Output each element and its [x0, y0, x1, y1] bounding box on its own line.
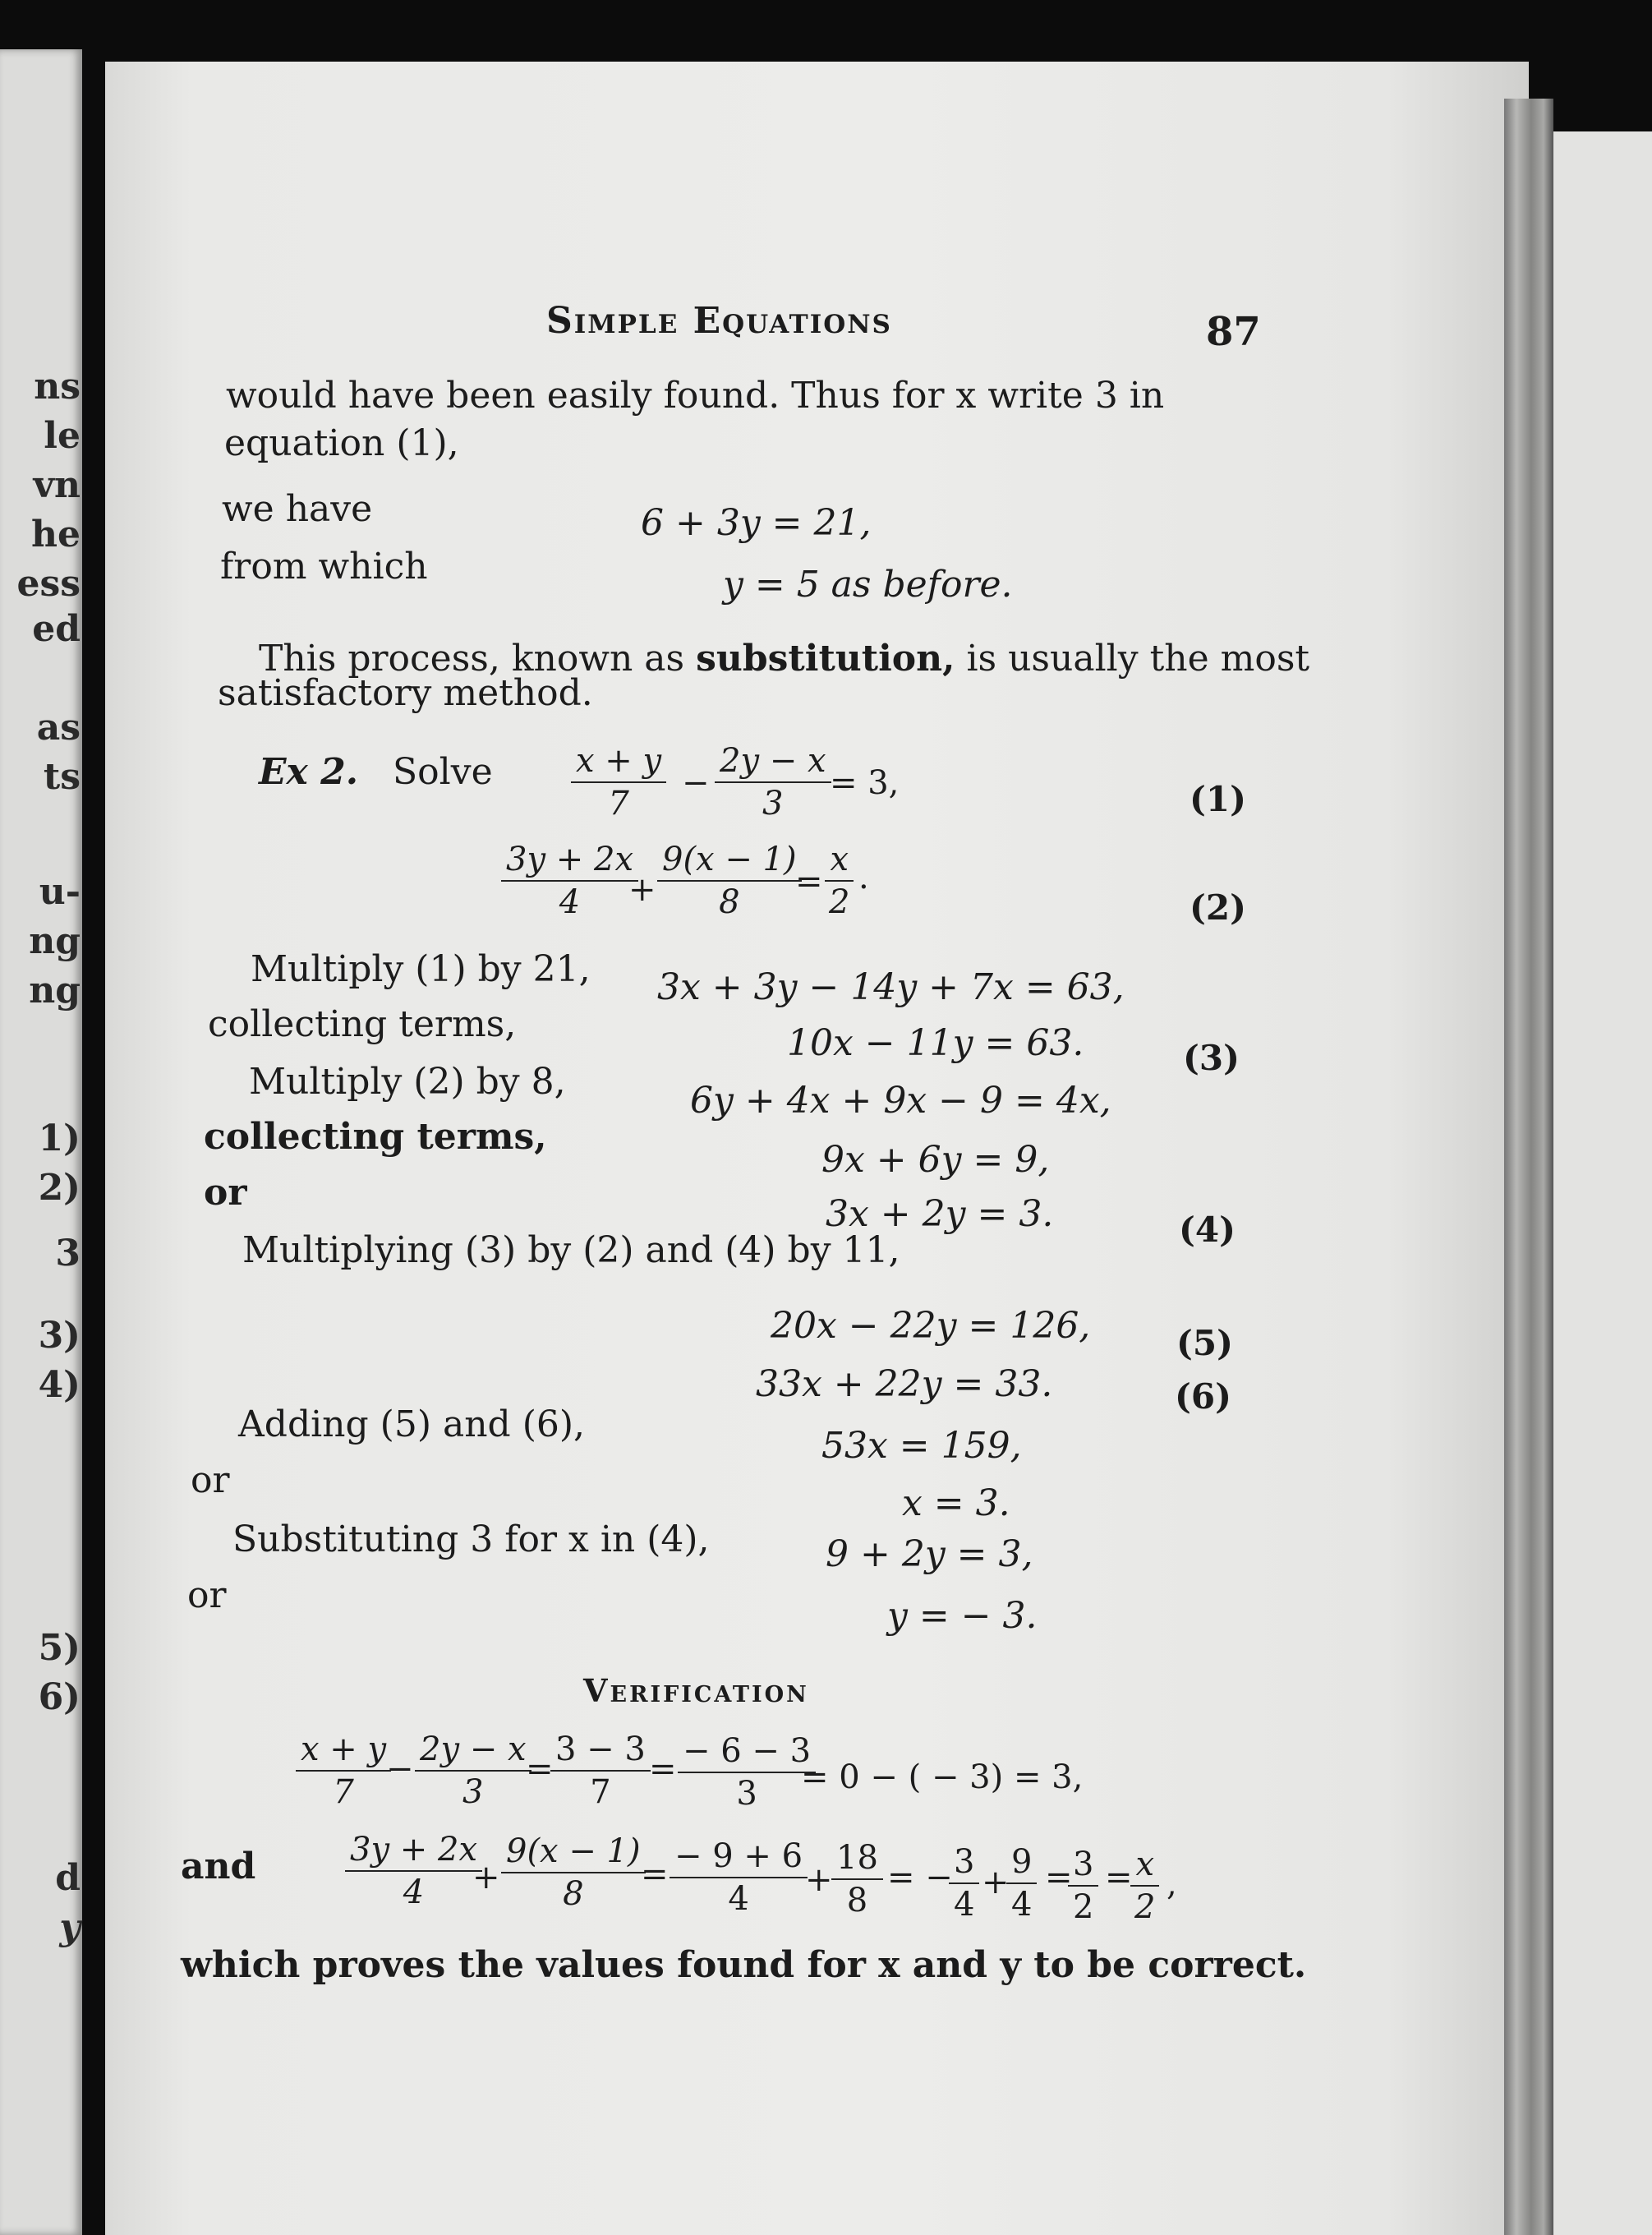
equation-tag: (1): [1190, 779, 1246, 819]
fraction: $\frac{- 9 + 6}{4}$: [670, 1839, 808, 1916]
fraction: $\frac{x}{2}$: [1130, 1847, 1160, 1924]
step-label: collecting terms,: [208, 1003, 517, 1045]
left-fragment: ts: [43, 756, 81, 798]
step-equation: 6y + 4x + 9x − 9 = 4x,: [690, 1080, 1111, 1122]
left-fragment: he: [31, 514, 81, 555]
left-fragment: ng: [29, 920, 81, 962]
operator: −: [682, 764, 710, 802]
left-fragment: le: [44, 415, 81, 457]
left-fragment: d: [55, 1857, 81, 1899]
equation-tag: (4): [1179, 1210, 1236, 1250]
step-label: Multiplying (3) by (2) and (4) by 11,: [242, 1229, 900, 1271]
operator: = −: [887, 1859, 953, 1896]
step-equation: 33x + 22y = 33.: [756, 1363, 1053, 1405]
step-label: Multiply (1) by 21,: [251, 948, 591, 990]
left-fragment: ess: [16, 563, 81, 605]
fraction: $\frac{3y + 2x}{4}$: [501, 842, 638, 919]
and-label: and: [181, 1846, 256, 1887]
fraction: $\frac{2y - x}{3}$: [715, 744, 831, 821]
step-equation: 3x + 2y = 3.: [826, 1193, 1054, 1235]
left-facing-page: [0, 49, 82, 2235]
operator: .: [858, 859, 869, 896]
fraction: $\frac{18}{8}$: [831, 1841, 883, 1918]
operator: +: [982, 1864, 1010, 1901]
intro-line-1: would have been easily found. Thus for x write 3 in: [226, 375, 1165, 417]
left-fragment: 4): [38, 1364, 81, 1406]
paragraph-line-1: This process, known as substitution, is usually the most: [259, 638, 1310, 680]
left-fragment: 1): [38, 1118, 81, 1159]
equation: y = 5 as before.: [723, 564, 1013, 606]
left-fragment: 2): [38, 1167, 81, 1209]
we-have-label: we have: [222, 488, 373, 530]
left-fragment: vn: [33, 464, 81, 506]
fraction: $\frac{3y + 2x}{4}$: [345, 1832, 482, 1910]
step-label: or: [191, 1459, 230, 1501]
operator: = 0 − ( − 3) = 3,: [801, 1758, 1084, 1796]
fraction: $\frac{9}{4}$: [1006, 1845, 1037, 1922]
fraction: $\frac{x}{2}$: [824, 842, 854, 919]
step-equation: 20x − 22y = 126,: [771, 1305, 1091, 1347]
equation-tag: (5): [1176, 1323, 1233, 1363]
operator: +: [805, 1861, 833, 1899]
operator: =: [641, 1855, 669, 1893]
fraction: $\frac{3 - 3}{7}$: [550, 1732, 651, 1809]
solve-label: Solve: [393, 751, 493, 793]
fraction: $\frac{3}{2}$: [1068, 1847, 1098, 1924]
step-label: Substituting 3 for x in (4),: [232, 1518, 710, 1560]
running-header: Simple Equations: [546, 300, 892, 342]
operator: =: [1045, 1859, 1073, 1896]
left-fragment: u-: [39, 871, 81, 913]
right-background: [1553, 131, 1652, 2235]
step-label: Multiply (2) by 8,: [249, 1061, 566, 1103]
operator: =: [649, 1750, 677, 1788]
fraction: $\frac{9(x - 1)}{8}$: [501, 1834, 646, 1911]
fraction: $\frac{x + y}{7}$: [296, 1732, 391, 1809]
step-label: or: [204, 1172, 247, 1214]
verification-heading: Verification: [583, 1672, 809, 1709]
left-fragment: y: [59, 1906, 81, 1948]
intro-line-2: equation (1),: [224, 422, 459, 464]
left-fragment: as: [36, 707, 81, 749]
equation-tag: (6): [1175, 1376, 1231, 1417]
step-equation: 9 + 2y = 3,: [826, 1533, 1033, 1575]
step-equation: x = 3.: [902, 1482, 1010, 1524]
page-edge: [1504, 99, 1553, 2235]
step-equation: 3x + 3y − 14y + 7x = 63,: [657, 966, 1125, 1008]
example-label: Ex 2.: [259, 751, 359, 793]
equation-tag: (3): [1183, 1038, 1240, 1078]
step-label: collecting terms,: [204, 1116, 547, 1158]
left-fragment: ns: [34, 366, 81, 408]
operator: =: [1105, 1859, 1133, 1896]
step-label: Adding (5) and (6),: [238, 1403, 586, 1445]
operator: ,: [1167, 1865, 1177, 1903]
left-fragment: 3): [38, 1315, 81, 1357]
left-fragment: 5): [38, 1627, 81, 1669]
operator: +: [628, 871, 656, 909]
closing-line: which proves the values found for x and y to be correct.: [181, 1944, 1307, 1986]
paragraph-line-2: satisfactory method.: [218, 672, 593, 714]
fraction: $\frac{- 6 - 3}{3}$: [678, 1734, 816, 1811]
operator: = 3,: [830, 764, 900, 802]
fraction: $\frac{x + y}{7}$: [571, 744, 666, 821]
operator: +: [472, 1859, 500, 1896]
operator: =: [795, 863, 823, 901]
step-equation: 9x + 6y = 9,: [821, 1139, 1050, 1181]
step-label: or: [187, 1574, 227, 1616]
step-equation: y = − 3.: [887, 1595, 1038, 1637]
fraction: $\frac{3}{4}$: [949, 1845, 979, 1922]
step-equation: 53x = 159,: [821, 1425, 1022, 1467]
left-fragment: 3: [55, 1233, 81, 1274]
fraction: $\frac{2y - x}{3}$: [415, 1732, 531, 1809]
from-which-label: from which: [220, 546, 428, 588]
page-number: 87: [1206, 309, 1261, 355]
operator: −: [386, 1750, 414, 1788]
operator: =: [526, 1750, 554, 1788]
equation-tag: (2): [1190, 887, 1246, 928]
step-equation: 10x − 11y = 63.: [787, 1022, 1084, 1064]
left-fragment: 6): [38, 1676, 81, 1718]
equation: 6 + 3y = 21,: [641, 502, 872, 544]
left-fragment: ed: [32, 608, 81, 650]
left-fragment: ng: [29, 970, 81, 1012]
fraction: $\frac{9(x - 1)}{8}$: [657, 842, 802, 919]
